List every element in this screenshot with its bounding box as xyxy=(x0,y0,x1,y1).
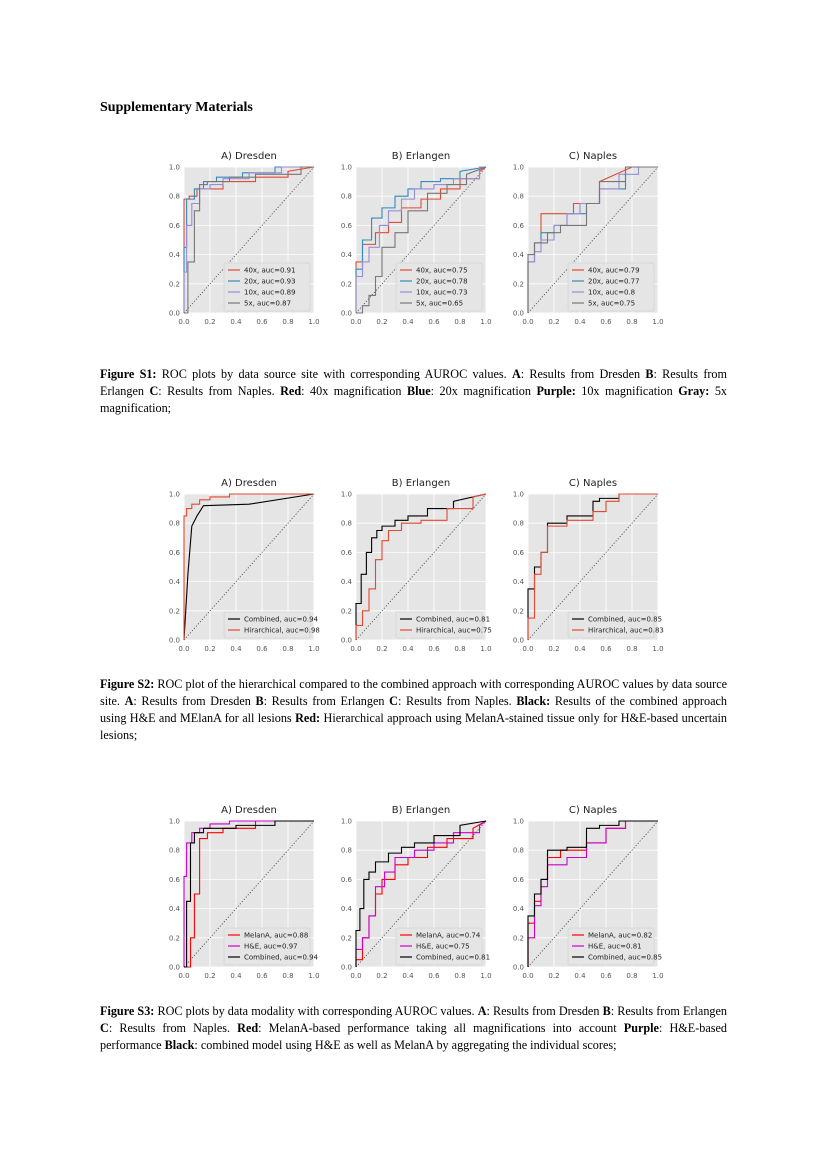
legend-label: Hirarchical, auc=0.83 xyxy=(588,626,664,635)
y-tick-label: 0.2 xyxy=(168,934,180,943)
x-tick-label: 0.0 xyxy=(350,972,362,980)
caption-segment: : Results from Dresden xyxy=(133,694,256,708)
legend-label: 20x, auc=0.78 xyxy=(416,277,468,286)
legend-label: H&E, auc=0.81 xyxy=(588,942,642,951)
y-tick-label: 0.4 xyxy=(168,251,180,260)
y-tick-label: 0.4 xyxy=(512,578,524,587)
x-tick-label: 1.0 xyxy=(652,972,664,980)
y-tick-label: 0.8 xyxy=(512,519,524,528)
x-tick-label: 0.4 xyxy=(402,645,414,653)
figure-s1-caption xyxy=(100,366,727,417)
caption-segment: Purple xyxy=(623,1021,659,1035)
legend-label: Combined, auc=0.81 xyxy=(416,615,491,624)
x-tick-label: 1.0 xyxy=(652,318,664,326)
caption-segment: Red xyxy=(280,384,302,398)
y-tick-label: 0.4 xyxy=(340,251,352,260)
caption-segment: C xyxy=(100,1021,109,1035)
x-tick-label: 0.0 xyxy=(350,318,362,326)
y-tick-label: 0.8 xyxy=(512,846,524,855)
chart-title: C) Naples xyxy=(568,151,618,162)
caption-segment: Hierarchical approach using MelanA-stained tissue only for H&E-based uncertain lesions; xyxy=(100,711,728,742)
legend-label: Combined, auc=0.94 xyxy=(244,615,319,624)
caption-segment: : Results from Naples. xyxy=(108,1021,238,1035)
chart-title: C) Naples xyxy=(568,805,618,816)
legend-label: Combined, auc=0.85 xyxy=(588,953,663,962)
y-tick-label: 0.8 xyxy=(168,519,180,528)
legend-label: 40x, auc=0.91 xyxy=(244,266,296,275)
y-tick-label: 0.6 xyxy=(340,548,352,557)
caption-segment: : Results from Naples. xyxy=(397,694,517,708)
caption-segment: A xyxy=(511,367,521,381)
legend-label: 10x, auc=0.8 xyxy=(588,288,636,297)
caption-segment: : H&E-based performance xyxy=(100,1021,728,1052)
caption-segment: ROC plot of the hierarchical compared to the combined approach with corresponding AUROC values by data source site. xyxy=(100,677,728,708)
x-tick-label: 0.4 xyxy=(230,972,242,980)
roc-chart-svg xyxy=(316,470,496,670)
y-tick-label: 0.2 xyxy=(512,280,524,289)
y-tick-label: 1.0 xyxy=(340,163,352,172)
y-tick-label: 0.6 xyxy=(168,875,180,884)
x-tick-label: 0.0 xyxy=(178,645,190,653)
caption-segment: Black: xyxy=(516,694,551,708)
roc-chart-svg xyxy=(316,143,496,343)
caption-segment: B xyxy=(602,1004,611,1018)
x-tick-label: 0.8 xyxy=(454,645,466,653)
roc-plot-s2-erlangen xyxy=(316,470,496,670)
legend-label: 20x, auc=0.77 xyxy=(588,277,640,286)
caption-segment: : 20x magnification xyxy=(430,384,537,398)
x-tick-label: 0.4 xyxy=(230,318,242,326)
y-tick-label: 0.2 xyxy=(512,934,524,943)
page-heading: Supplementary Materials xyxy=(100,100,253,115)
y-tick-label: 0.0 xyxy=(168,636,180,645)
x-tick-label: 0.2 xyxy=(376,972,388,980)
x-tick-label: 0.0 xyxy=(350,645,362,653)
caption-segment: Blue xyxy=(406,384,431,398)
y-tick-label: 0.4 xyxy=(168,578,180,587)
y-tick-label: 0.4 xyxy=(512,251,524,260)
x-tick-label: 0.4 xyxy=(574,645,586,653)
x-tick-label: 1.0 xyxy=(480,318,492,326)
legend-label: MelanA, auc=0.74 xyxy=(416,931,481,940)
caption-segment: : combined model using H&E as well as MelanA by aggregating the individual scores; xyxy=(194,1038,617,1052)
x-tick-label: 0.2 xyxy=(204,318,216,326)
x-tick-label: 0.4 xyxy=(402,318,414,326)
y-tick-label: 0.2 xyxy=(340,934,352,943)
caption-segment: : Results from Naples. xyxy=(158,384,281,398)
x-tick-label: 0.6 xyxy=(600,318,612,326)
roc-chart-svg xyxy=(144,470,324,670)
legend-label: MelanA, auc=0.82 xyxy=(588,931,653,940)
y-tick-label: 0.0 xyxy=(340,636,352,645)
caption-segment: : 40x magnification xyxy=(301,384,407,398)
y-tick-label: 0.0 xyxy=(340,963,352,972)
figure-s3 xyxy=(144,797,684,997)
caption-segment: : Results from Erlangen xyxy=(100,367,728,398)
y-tick-label: 1.0 xyxy=(168,490,180,499)
x-tick-label: 0.2 xyxy=(548,318,560,326)
x-tick-label: 0.2 xyxy=(204,972,216,980)
y-tick-label: 0.0 xyxy=(512,963,524,972)
caption-segment: Purple: xyxy=(536,384,576,398)
legend-label: 20x, auc=0.93 xyxy=(244,277,296,286)
y-tick-label: 1.0 xyxy=(340,817,352,826)
x-tick-label: 0.0 xyxy=(522,972,534,980)
caption-segment: : Results from Erlangen xyxy=(610,1004,728,1018)
y-tick-label: 1.0 xyxy=(512,817,524,826)
figure-s2-caption xyxy=(100,676,727,744)
x-tick-label: 0.4 xyxy=(574,972,586,980)
x-tick-label: 0.4 xyxy=(402,972,414,980)
x-tick-label: 1.0 xyxy=(308,972,320,980)
legend-label: 10x, auc=0.73 xyxy=(416,288,468,297)
legend-label: MelanA, auc=0.88 xyxy=(244,931,309,940)
roc-chart-svg xyxy=(316,797,496,997)
figure-s3-caption xyxy=(100,1003,727,1054)
caption-segment: B xyxy=(255,694,264,708)
figure-s2 xyxy=(144,470,684,670)
roc-plot-s1-naples xyxy=(488,143,668,343)
x-tick-label: 0.0 xyxy=(178,318,190,326)
x-tick-label: 0.6 xyxy=(256,645,268,653)
y-tick-label: 0.2 xyxy=(340,280,352,289)
legend-label: Combined, auc=0.94 xyxy=(244,953,319,962)
x-tick-label: 0.0 xyxy=(522,318,534,326)
y-tick-label: 0.6 xyxy=(168,548,180,557)
caption-segment: C xyxy=(149,384,159,398)
x-tick-label: 0.2 xyxy=(204,645,216,653)
roc-chart-svg xyxy=(488,470,668,670)
caption-segment: Black xyxy=(164,1038,195,1052)
x-tick-label: 0.4 xyxy=(230,645,242,653)
x-tick-label: 1.0 xyxy=(480,645,492,653)
chart-title: B) Erlangen xyxy=(391,151,451,162)
legend-label: Combined, auc=0.81 xyxy=(416,953,491,962)
x-tick-label: 0.8 xyxy=(282,972,294,980)
y-tick-label: 1.0 xyxy=(512,163,524,172)
caption-segment: Red xyxy=(237,1021,259,1035)
y-tick-label: 0.4 xyxy=(340,578,352,587)
caption-segment: : MelanA-based performance taking all magnifications into account xyxy=(258,1021,624,1035)
caption-segment: 10x magnification xyxy=(575,384,679,398)
caption-segment: A xyxy=(477,1004,487,1018)
y-tick-label: 0.0 xyxy=(168,309,180,318)
roc-chart-svg xyxy=(488,797,668,997)
x-tick-label: 1.0 xyxy=(480,972,492,980)
x-tick-label: 0.0 xyxy=(522,645,534,653)
legend-label: H&E, auc=0.97 xyxy=(244,942,298,951)
x-tick-label: 0.6 xyxy=(600,645,612,653)
y-tick-label: 1.0 xyxy=(340,490,352,499)
x-tick-label: 0.8 xyxy=(626,318,638,326)
chart-title: A) Dresden xyxy=(221,151,277,162)
legend-label: 40x, auc=0.75 xyxy=(416,266,468,275)
legend-label: Hirarchical, auc=0.98 xyxy=(244,626,320,635)
y-tick-label: 0.6 xyxy=(168,221,180,230)
roc-plot-s2-naples xyxy=(488,470,668,670)
y-tick-label: 0.2 xyxy=(512,607,524,616)
y-tick-label: 0.6 xyxy=(512,548,524,557)
y-tick-label: 0.6 xyxy=(512,875,524,884)
x-tick-label: 0.8 xyxy=(282,645,294,653)
roc-plot-s3-erlangen xyxy=(316,797,496,997)
x-tick-label: 0.2 xyxy=(376,318,388,326)
y-tick-label: 0.8 xyxy=(340,192,352,201)
roc-plot-s3-naples xyxy=(488,797,668,997)
y-tick-label: 0.0 xyxy=(512,309,524,318)
legend-label: 5x, auc=0.75 xyxy=(588,299,636,308)
y-tick-label: 0.8 xyxy=(340,846,352,855)
roc-plot-s2-dresden xyxy=(144,470,324,670)
y-tick-label: 1.0 xyxy=(512,490,524,499)
y-tick-label: 0.6 xyxy=(512,221,524,230)
y-tick-label: 0.4 xyxy=(512,905,524,914)
y-tick-label: 0.0 xyxy=(512,636,524,645)
caption-segment: ROC plots by data source site with corresponding AUROC values. xyxy=(156,367,512,381)
legend-label: 5x, auc=0.65 xyxy=(416,299,464,308)
roc-chart-svg xyxy=(144,797,324,997)
x-tick-label: 0.8 xyxy=(626,645,638,653)
chart-title: B) Erlangen xyxy=(391,478,451,489)
caption-segment: A xyxy=(124,694,134,708)
chart-title: A) Dresden xyxy=(221,478,277,489)
x-tick-label: 0.6 xyxy=(256,972,268,980)
x-tick-label: 0.8 xyxy=(282,318,294,326)
caption-segment: : Results from Dresden xyxy=(486,1004,603,1018)
caption-segment: : Results from Erlangen xyxy=(263,694,390,708)
x-tick-label: 1.0 xyxy=(308,645,320,653)
roc-chart-svg xyxy=(144,143,324,343)
caption-segment: C xyxy=(389,694,398,708)
y-tick-label: 0.4 xyxy=(168,905,180,914)
y-tick-label: 0.8 xyxy=(168,192,180,201)
x-tick-label: 0.8 xyxy=(454,318,466,326)
x-tick-label: 0.8 xyxy=(454,972,466,980)
chart-title: A) Dresden xyxy=(221,805,277,816)
x-tick-label: 1.0 xyxy=(308,318,320,326)
roc-plot-s1-erlangen xyxy=(316,143,496,343)
y-tick-label: 0.4 xyxy=(340,905,352,914)
x-tick-label: 0.6 xyxy=(428,645,440,653)
legend-label: 40x, auc=0.79 xyxy=(588,266,640,275)
y-tick-label: 0.0 xyxy=(168,963,180,972)
legend-label: 5x, auc=0.87 xyxy=(244,299,292,308)
x-tick-label: 0.8 xyxy=(626,972,638,980)
caption-segment: Red: xyxy=(295,711,321,725)
y-tick-label: 1.0 xyxy=(168,163,180,172)
y-tick-label: 0.0 xyxy=(340,309,352,318)
legend-label: H&E, auc=0.75 xyxy=(416,942,470,951)
y-tick-label: 0.2 xyxy=(340,607,352,616)
y-tick-label: 0.2 xyxy=(168,280,180,289)
x-tick-label: 0.6 xyxy=(600,972,612,980)
legend-label: Hirarchical, auc=0.75 xyxy=(416,626,492,635)
roc-plot-s1-dresden xyxy=(144,143,324,343)
x-tick-label: 0.6 xyxy=(428,318,440,326)
x-tick-label: 0.2 xyxy=(376,645,388,653)
y-tick-label: 0.2 xyxy=(168,607,180,616)
y-tick-label: 0.8 xyxy=(168,846,180,855)
y-tick-label: 0.6 xyxy=(340,875,352,884)
caption-segment: Gray: xyxy=(678,384,710,398)
caption-segment: : Results from Dresden xyxy=(520,367,646,381)
x-tick-label: 0.6 xyxy=(256,318,268,326)
figure-s1 xyxy=(144,143,684,343)
caption-segment: Figure S3: xyxy=(100,1004,155,1018)
y-tick-label: 1.0 xyxy=(168,817,180,826)
caption-segment: Figure S2: xyxy=(100,677,155,691)
x-tick-label: 0.0 xyxy=(178,972,190,980)
y-tick-label: 0.8 xyxy=(512,192,524,201)
legend-label: 10x, auc=0.89 xyxy=(244,288,296,297)
caption-segment: ROC plots by data modality with corresponding AUROC values. xyxy=(154,1004,478,1018)
x-tick-label: 0.2 xyxy=(548,972,560,980)
y-tick-label: 0.8 xyxy=(340,519,352,528)
x-tick-label: 0.2 xyxy=(548,645,560,653)
roc-plot-s3-dresden xyxy=(144,797,324,997)
x-tick-label: 0.6 xyxy=(428,972,440,980)
x-tick-label: 1.0 xyxy=(652,645,664,653)
legend-label: Combined, auc=0.85 xyxy=(588,615,663,624)
caption-segment: Figure S1: xyxy=(100,367,157,381)
caption-segment: 5x magnification; xyxy=(100,384,728,415)
chart-title: C) Naples xyxy=(568,478,618,489)
caption-segment: Results of the combined approach using H&E and MElanA for all lesions xyxy=(100,694,727,725)
chart-title: B) Erlangen xyxy=(391,805,451,816)
x-tick-label: 0.4 xyxy=(574,318,586,326)
roc-chart-svg xyxy=(488,143,668,343)
caption-segment: B xyxy=(645,367,654,381)
y-tick-label: 0.6 xyxy=(340,221,352,230)
